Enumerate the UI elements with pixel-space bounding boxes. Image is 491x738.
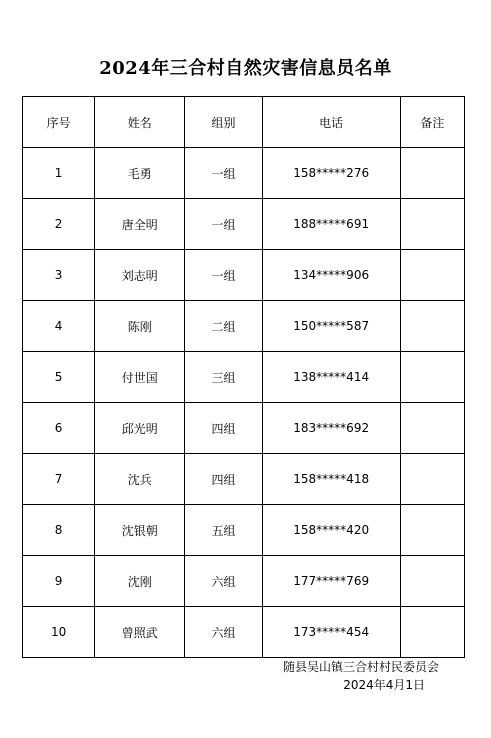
table-row	[23, 607, 465, 658]
cell-name: 付世国	[95, 352, 185, 403]
cell-name: 沈银朝	[95, 505, 185, 556]
cell-seq: 8	[23, 505, 95, 556]
table-row	[23, 199, 465, 250]
cell-seq: 1	[23, 148, 95, 199]
header-seq: 序号	[23, 97, 95, 148]
table-row	[23, 403, 465, 454]
cell-phone: 173*****454	[262, 607, 400, 658]
cell-note	[400, 301, 464, 352]
cell-name: 毛勇	[95, 148, 185, 199]
cell-phone: 158*****276	[262, 148, 400, 199]
cell-name: 沈兵	[95, 454, 185, 505]
cell-seq: 4	[23, 301, 95, 352]
cell-group: 四组	[185, 454, 262, 505]
table-row	[23, 505, 465, 556]
cell-phone: 138*****414	[262, 352, 400, 403]
cell-seq: 9	[23, 556, 95, 607]
cell-phone: 158*****420	[262, 505, 400, 556]
table-row	[23, 301, 465, 352]
header-name: 姓名	[95, 97, 185, 148]
cell-note	[400, 454, 464, 505]
cell-seq: 7	[23, 454, 95, 505]
roster-table	[22, 96, 465, 658]
cell-group: 一组	[185, 250, 262, 301]
cell-group: 一组	[185, 148, 262, 199]
cell-seq: 6	[23, 403, 95, 454]
cell-name: 唐全明	[95, 199, 185, 250]
cell-group: 一组	[185, 199, 262, 250]
header-note: 备注	[400, 97, 464, 148]
cell-name: 邱光明	[95, 403, 185, 454]
cell-seq: 10	[23, 607, 95, 658]
cell-phone: 134*****906	[262, 250, 400, 301]
cell-name: 刘志明	[95, 250, 185, 301]
table-row	[23, 556, 465, 607]
cell-note	[400, 607, 464, 658]
cell-group: 六组	[185, 556, 262, 607]
header-phone: 电话	[262, 97, 400, 148]
cell-phone: 183*****692	[262, 403, 400, 454]
cell-name: 陈刚	[95, 301, 185, 352]
cell-note	[400, 148, 464, 199]
issuing-organization: 随县吴山镇三合村村民委员会	[282, 660, 439, 674]
cell-phone: 177*****769	[262, 556, 400, 607]
cell-group: 三组	[185, 352, 262, 403]
issue-date: 2024年4月1日	[343, 678, 425, 692]
table-row	[23, 148, 465, 199]
cell-note	[400, 505, 464, 556]
cell-name: 沈刚	[95, 556, 185, 607]
cell-seq: 3	[23, 250, 95, 301]
cell-note	[400, 250, 464, 301]
cell-name: 曾照武	[95, 607, 185, 658]
table-row	[23, 352, 465, 403]
table-row	[23, 250, 465, 301]
header-group: 组别	[185, 97, 262, 148]
table-header-row	[23, 97, 465, 148]
cell-note	[400, 199, 464, 250]
cell-seq: 5	[23, 352, 95, 403]
cell-note	[400, 556, 464, 607]
cell-group: 二组	[185, 301, 262, 352]
cell-phone: 150*****587	[262, 301, 400, 352]
cell-note	[400, 403, 464, 454]
cell-phone: 188*****691	[262, 199, 400, 250]
cell-seq: 2	[23, 199, 95, 250]
cell-note	[400, 352, 464, 403]
page-title: 2024年三合村自然灾害信息员名单	[99, 58, 392, 79]
cell-group: 四组	[185, 403, 262, 454]
cell-group: 六组	[185, 607, 262, 658]
cell-phone: 158*****418	[262, 454, 400, 505]
cell-group: 五组	[185, 505, 262, 556]
table-row	[23, 454, 465, 505]
